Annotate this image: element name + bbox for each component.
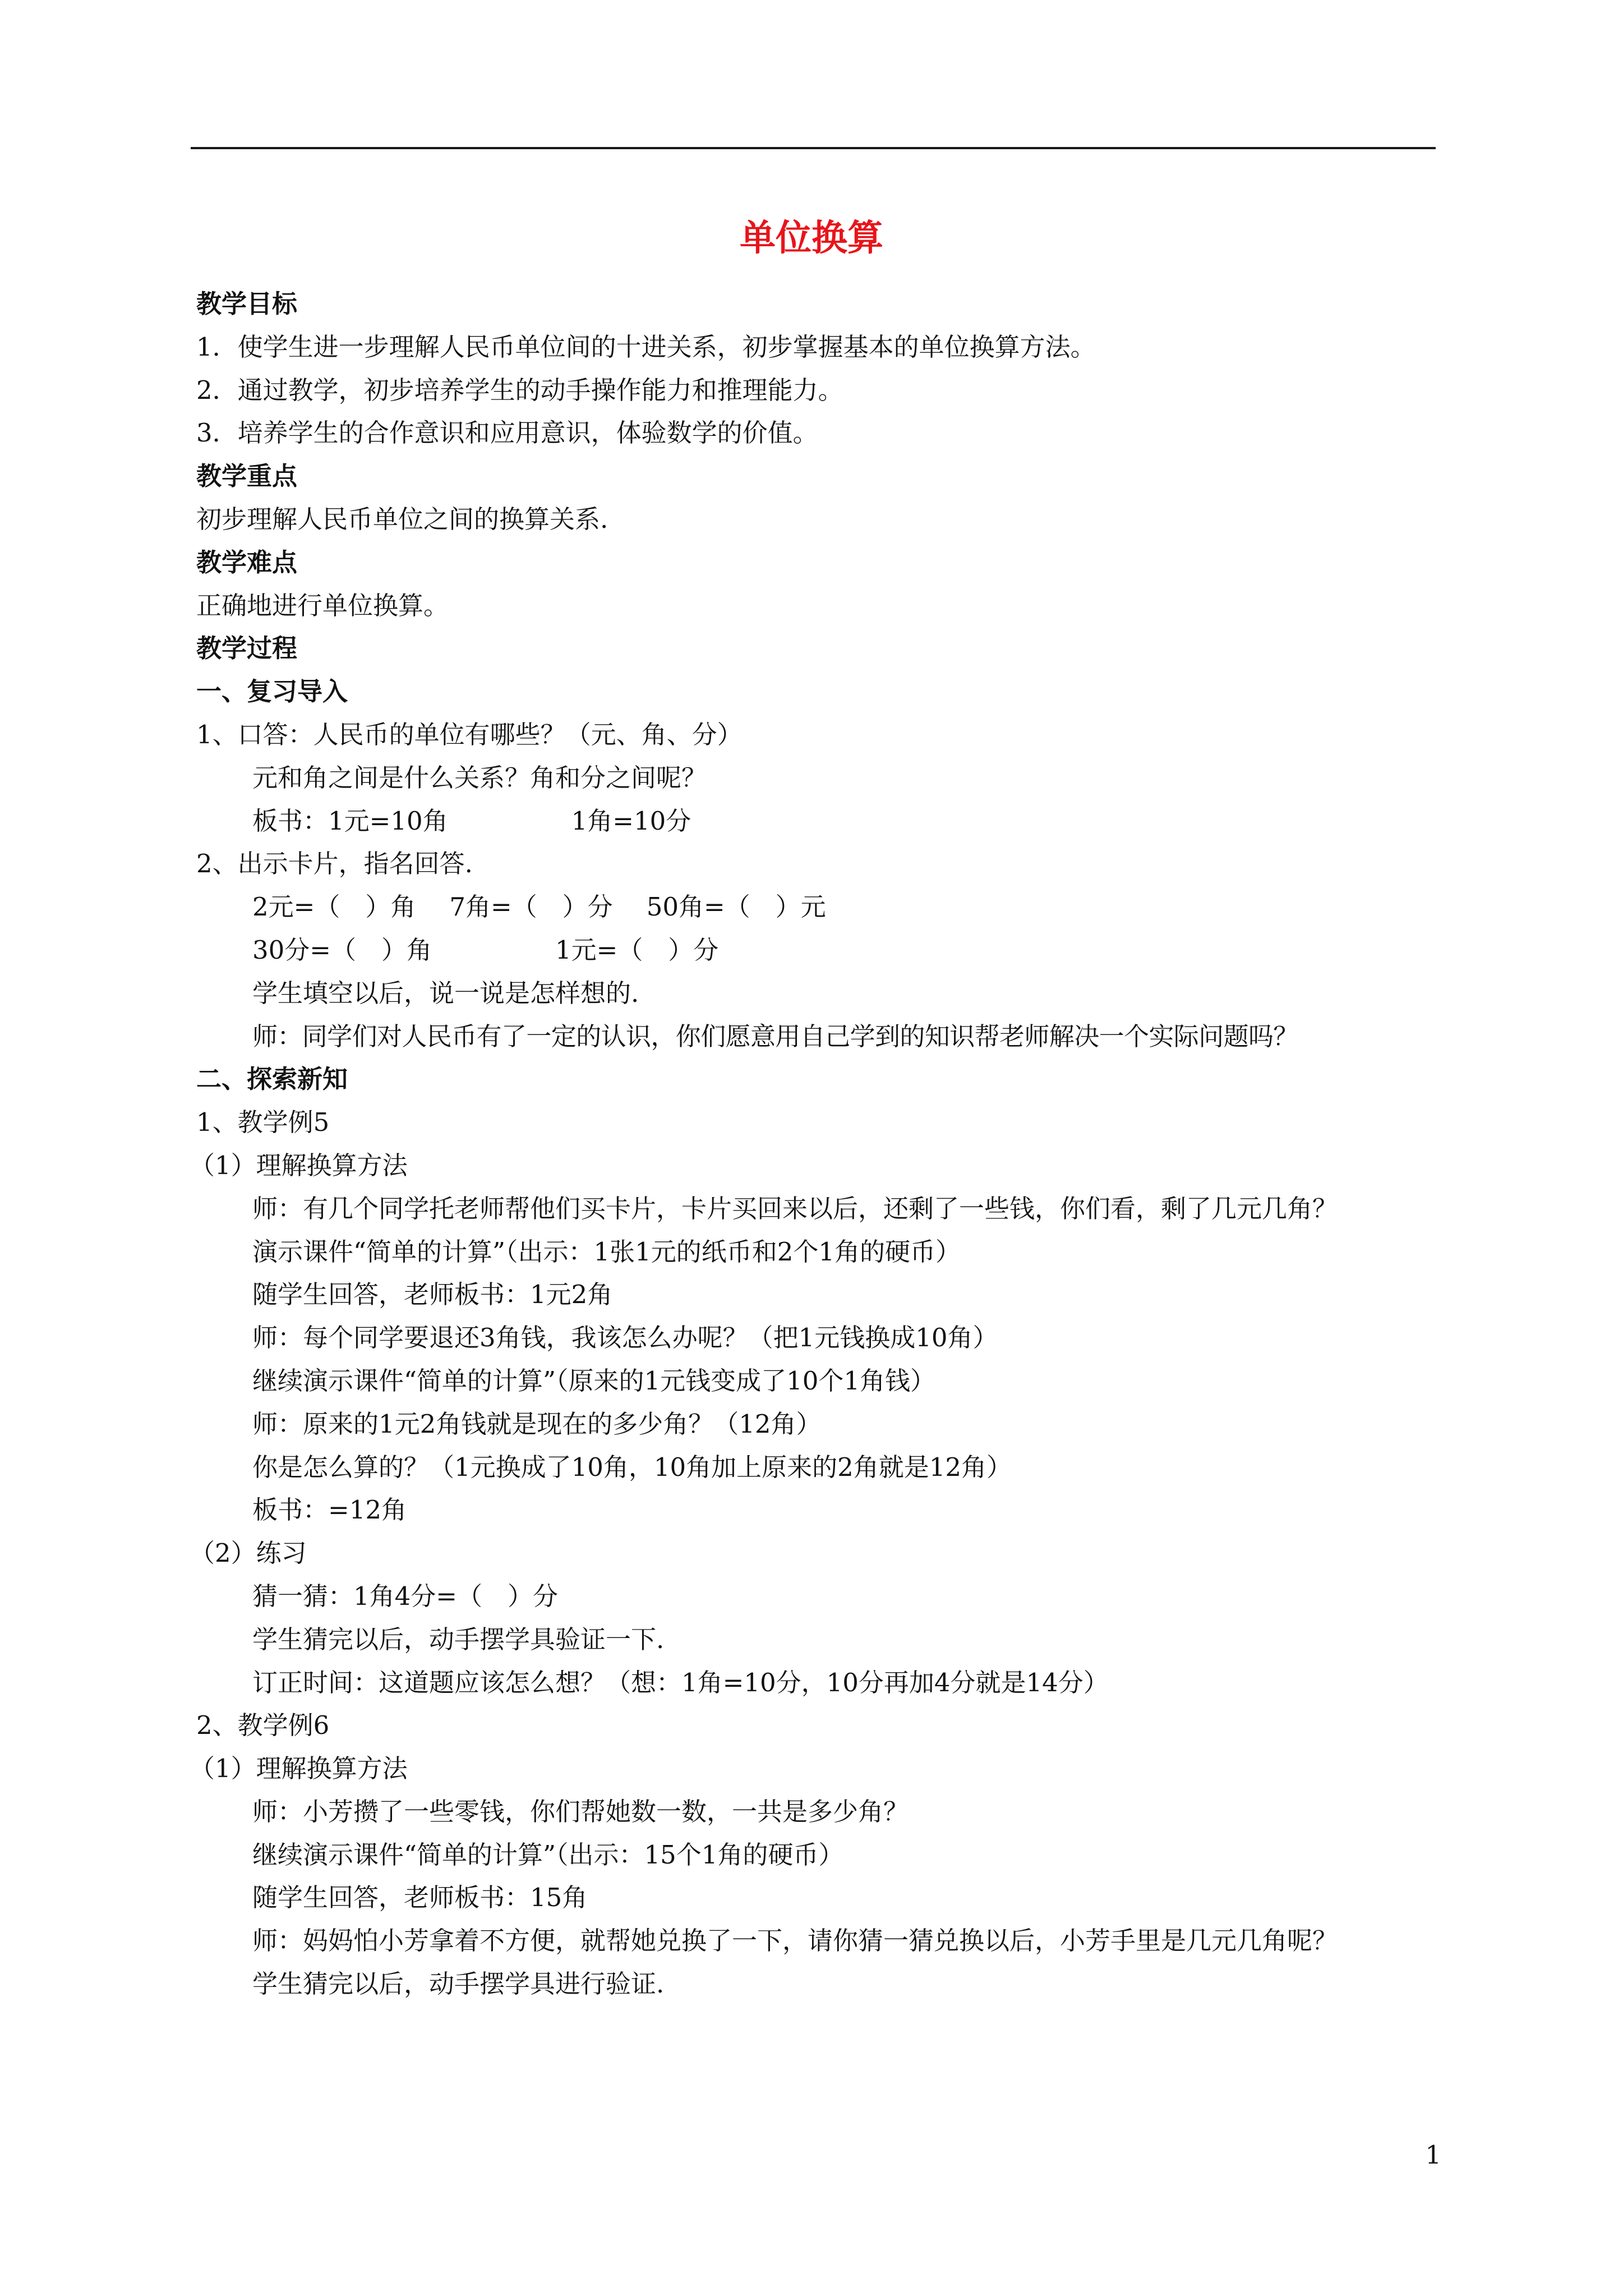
example-5-line: 继续演示课件“简单的计算”（原来的1元钱变成了10个1角钱） (252, 1365, 936, 1396)
objective-item: 1．使学生进一步理解人民币单位间的十进关系，初步掌握基本的单位换算方法。 (196, 332, 1096, 362)
example-5-method-heading: （1）理解换算方法 (190, 1150, 408, 1180)
board-writing-yuan-jiao: 板书：1元=10角 (252, 806, 448, 836)
review-follow-up: 元和角之间是什么关系？角和分之间呢？ (252, 762, 707, 793)
review-question-1: 1、口答：人民币的单位有哪些？（元、角、分） (196, 719, 743, 749)
example-6-heading: 2、教学例6 (196, 1710, 330, 1741)
objective-item: 3．培养学生的合作意识和应用意识，体验数学的价值。 (196, 418, 818, 448)
process-heading: 教学过程 (196, 633, 298, 664)
page-number: 1 (1425, 2140, 1441, 2170)
key-point-text: 初步理解人民币单位之间的换算关系. (196, 504, 608, 534)
practice-line: 学生猜完以后，动手摆学具验证一下. (252, 1624, 665, 1654)
card-item: 7角=（ ）分 (449, 892, 613, 922)
example-6-line: 随学生回答，老师板书：15角 (252, 1883, 588, 1913)
example-5-line: 板书：=12角 (252, 1495, 407, 1525)
card-item: 50角=（ ）元 (646, 892, 826, 922)
example-5-line: 你是怎么算的？（1元换成了10角，10角加上原来的2角就是12角） (252, 1452, 1012, 1482)
card-row-1 (196, 886, 1436, 929)
difficulty-heading: 教学难点 (196, 547, 298, 577)
teacher-question: 师：同学们对人民币有了一定的认识，你们愿意用自己学到的知识帮老师解决一个实际问题吗？ (252, 1021, 1298, 1051)
board-writing-1 (196, 800, 1436, 843)
card-item: 30分=（ ）角 (252, 935, 432, 965)
after-fill-text: 学生填空以后，说一说是怎样想的. (252, 978, 639, 1008)
review-heading: 一、复习导入 (196, 677, 348, 707)
difficulty-text: 正确地进行单位换算。 (196, 590, 449, 620)
practice-line: 猜一猜：1角4分=（ ）分 (252, 1581, 558, 1611)
practice-line: 订正时间：这道题应该怎么想？（想：1角=10分，10分再加4分就是14分） (252, 1667, 1109, 1697)
card-item: 1元=（ ）分 (555, 935, 719, 965)
example-5-line: 师：每个同学要退还3角钱，我该怎么办呢？（把1元钱换成10角） (252, 1323, 998, 1353)
example-6-method-heading: （1）理解换算方法 (190, 1754, 408, 1784)
example-5-line: 师：原来的1元2角钱就是现在的多少角？（12角） (252, 1409, 822, 1439)
example-5-line: 演示课件“简单的计算”（出示：1张1元的纸币和2个1角的硬币） (252, 1236, 961, 1267)
example-5-line: 随学生回答，老师板书：1元2角 (252, 1280, 613, 1310)
card-row-2 (196, 929, 1436, 972)
example-5-practice-heading: （2）练习 (190, 1538, 307, 1568)
review-question-2: 2、出示卡片，指名回答. (196, 849, 473, 879)
key-point-heading: 教学重点 (196, 461, 298, 491)
document-title: 单位换算 (740, 217, 883, 259)
document-body (190, 283, 1436, 2006)
example-6-line: 继续演示课件“简单的计算”（出示：15个1角的硬币） (252, 1839, 844, 1870)
example-6-line: 师：妈妈怕小芳拿着不方便，就帮她兑换了一下，请你猜一猜兑换以后，小芳手里是几元几角呢？ (252, 1926, 1338, 1956)
example-5-heading: 1、教学例5 (196, 1107, 330, 1138)
objectives-heading: 教学目标 (196, 289, 298, 319)
example-6-line: 师：小芳攒了一些零钱，你们帮她数一数，一共是多少角？ (252, 1796, 909, 1826)
objective-item: 2．通过教学，初步培养学生的动手操作能力和推理能力。 (196, 375, 843, 405)
header-rule (191, 147, 1436, 149)
explore-heading: 二、探索新知 (196, 1064, 348, 1094)
board-writing-jiao-fen: 1角=10分 (571, 806, 691, 836)
example-5-line: 师：有几个同学托老师帮他们买卡片，卡片买回来以后，还剩了一些钱，你们看，剩了几元几角？ (252, 1193, 1338, 1223)
card-item: 2元=（ ）角 (252, 892, 416, 922)
example-6-line: 学生猜完以后，动手摆学具进行验证. (252, 1969, 665, 1999)
